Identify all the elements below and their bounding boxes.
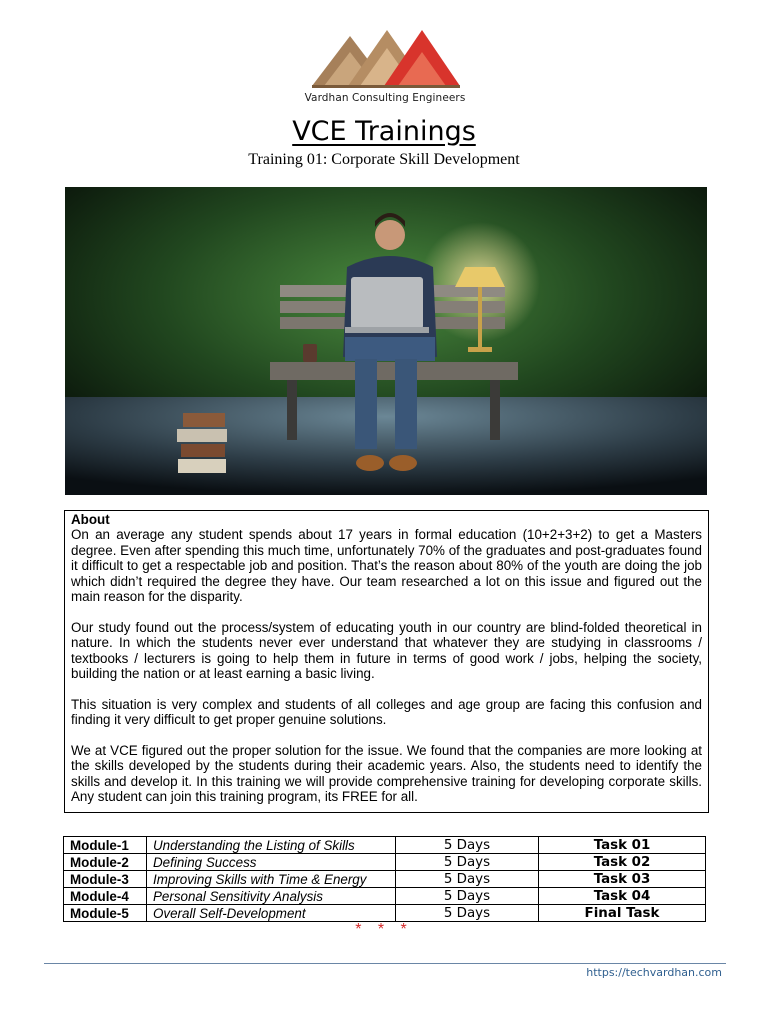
module-title: Overall Self-Development [147, 905, 396, 922]
table-row [64, 905, 706, 922]
module-title: Personal Sensitivity Analysis [147, 888, 396, 905]
module-title: Understanding the Listing of Skills [147, 837, 396, 854]
module-duration: 5 Days [396, 888, 539, 905]
page-subtitle: Training 01: Corporate Skill Development [248, 151, 520, 168]
module-title: Defining Success [147, 854, 396, 871]
module-task: Task 01 [539, 837, 706, 854]
table-row [64, 837, 706, 854]
table-row [64, 871, 706, 888]
module-duration: 5 Days [396, 837, 539, 854]
module-duration: 5 Days [396, 854, 539, 871]
about-paragraph: We at VCE figured out the proper solution for the issue. We found that the companies are more looking at the skills developed by the students during their academic years. Also, the students need to identify the skills and develop it. In this training we will provide comprehensive training for developing corporate skills. Any student can join this training program, its FREE for all. [71, 743, 702, 805]
about-paragraph: On an average any student spends about 17 years in formal education (10+2+3+2) to get a Masters degree. Even after spending this much time, unfortunately 70% of the graduates and post-graduates found it difficult to get a respectable job and position. That’s the reason about 80% of the youth are doing the job which didn’t required the degree they have. Our team researched a lot on this issue and figured out the main reason for the disparity. [71, 527, 702, 605]
module-name: Module-3 [64, 871, 147, 888]
about-paragraph: Our study found out the process/system of educating youth in our country are blind-folded theoretical in nature. In which the students never ever understand that whatever they are studying in classrooms / textbooks / lecturers is going to help them in future in terms of good work / jobs, helping the society, building the nation or at least earning a basic living. [71, 619, 702, 682]
module-name: Module-2 [64, 854, 147, 871]
company-name: Vardhan Consulting Engineers [304, 92, 466, 104]
module-duration: 5 Days [396, 871, 539, 888]
footer-divider [44, 963, 726, 964]
module-title: Improving Skills with Time & Energy [147, 871, 396, 888]
module-duration: 5 Days [396, 905, 539, 922]
module-task: Final Task [539, 905, 706, 922]
about-section [64, 510, 709, 813]
module-name: Module-4 [64, 888, 147, 905]
module-task: Task 04 [539, 888, 706, 905]
table-row [64, 888, 706, 905]
section-separator: * * * [355, 921, 413, 938]
module-name: Module-5 [64, 905, 147, 922]
footer-link[interactable]: https://techvardhan.com [586, 966, 722, 979]
page-title: VCE Trainings [292, 116, 476, 147]
module-task: Task 02 [539, 854, 706, 871]
table-row [64, 854, 706, 871]
modules-table [63, 836, 706, 922]
about-heading: About [71, 512, 110, 527]
hero-photo [65, 187, 707, 495]
module-name: Module-1 [64, 837, 147, 854]
module-task: Task 03 [539, 871, 706, 888]
about-paragraph: This situation is very complex and students of all colleges and age group are facing this confusion and finding it very difficult to get proper genuine solutions. [71, 696, 702, 728]
